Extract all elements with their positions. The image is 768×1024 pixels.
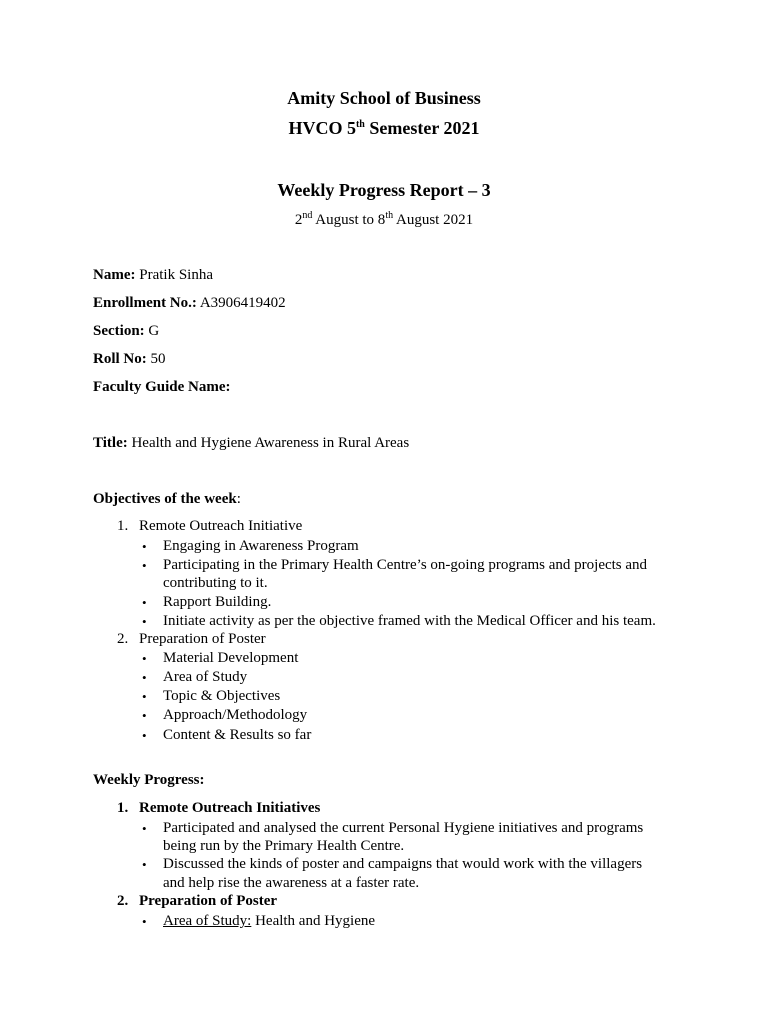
- semester-heading: HVCO 5th Semester 2021: [288, 118, 480, 138]
- roll-number-field: Roll No: 50: [93, 351, 166, 367]
- document-page: Amity School of Business HVCO 5th Semester 2021 Weekly Progress Report – 3 2nd August to 8th August 2021 Name: Pratik Sinha Enrollment No.: A3906419402 Section: G Roll No: 50 Faculty Guide Name: Title: Health and Hygiene Awareness in Rural Areas Objectives of the week: 1. Remote Outreach Initiative • Engaging in Awareness Program • Participating in the Primary Health Centre’s on-going programs and projects and contributing to it. • Rapport Building. • Initiate activity as per the objective framed with the Medical Officer and his team. 2. Preparation of Poster • Material Development • Area of Study • Topic & Objectives • Approach/Methodology • Content & Results so far Weekly Progress: 1. Remote Outreach Initiatives • Participated and analysed the current Personal Hygiene initiatives and programs being run by the Primary Health Centre. • Discussed the kinds of poster and campaigns that would work with the villagers and help rise the awareness at a faster rate. 2. Preparation of Poster • Area of Study: Health and Hygiene: [0, 0, 768, 1024]
- project-title: Title: Health and Hygiene Awareness in Rural Areas: [93, 435, 410, 451]
- bullet-icon: •: [142, 728, 147, 743]
- weekly-progress-heading: Weekly Progress:: [93, 772, 205, 788]
- bullet-icon: •: [142, 689, 147, 704]
- bullet-icon: •: [142, 708, 147, 723]
- bullet-icon: •: [142, 558, 147, 573]
- bullet-icon: •: [142, 614, 147, 629]
- faculty-guide-field: Faculty Guide Name:: [93, 379, 231, 395]
- bullet-icon: •: [142, 821, 147, 836]
- area-of-study-label: Area of Study:: [163, 913, 252, 929]
- bullet-icon: •: [142, 539, 147, 554]
- bullet-icon: •: [142, 651, 147, 666]
- section-field: Section: G: [93, 323, 160, 339]
- enrollment-field: Enrollment No.: A3906419402: [93, 295, 286, 311]
- bullet-icon: •: [142, 914, 147, 929]
- report-dates: 2nd August to 8th August 2021: [294, 210, 474, 228]
- institution-heading: Amity School of Business: [287, 88, 481, 108]
- bullet-icon: •: [142, 670, 147, 685]
- objectives-heading: Objectives of the week:: [93, 491, 241, 507]
- bullet-icon: •: [142, 857, 147, 872]
- bullet-icon: •: [142, 595, 147, 610]
- report-title: Weekly Progress Report – 3: [277, 180, 491, 200]
- name-field: Name: Pratik Sinha: [93, 267, 213, 283]
